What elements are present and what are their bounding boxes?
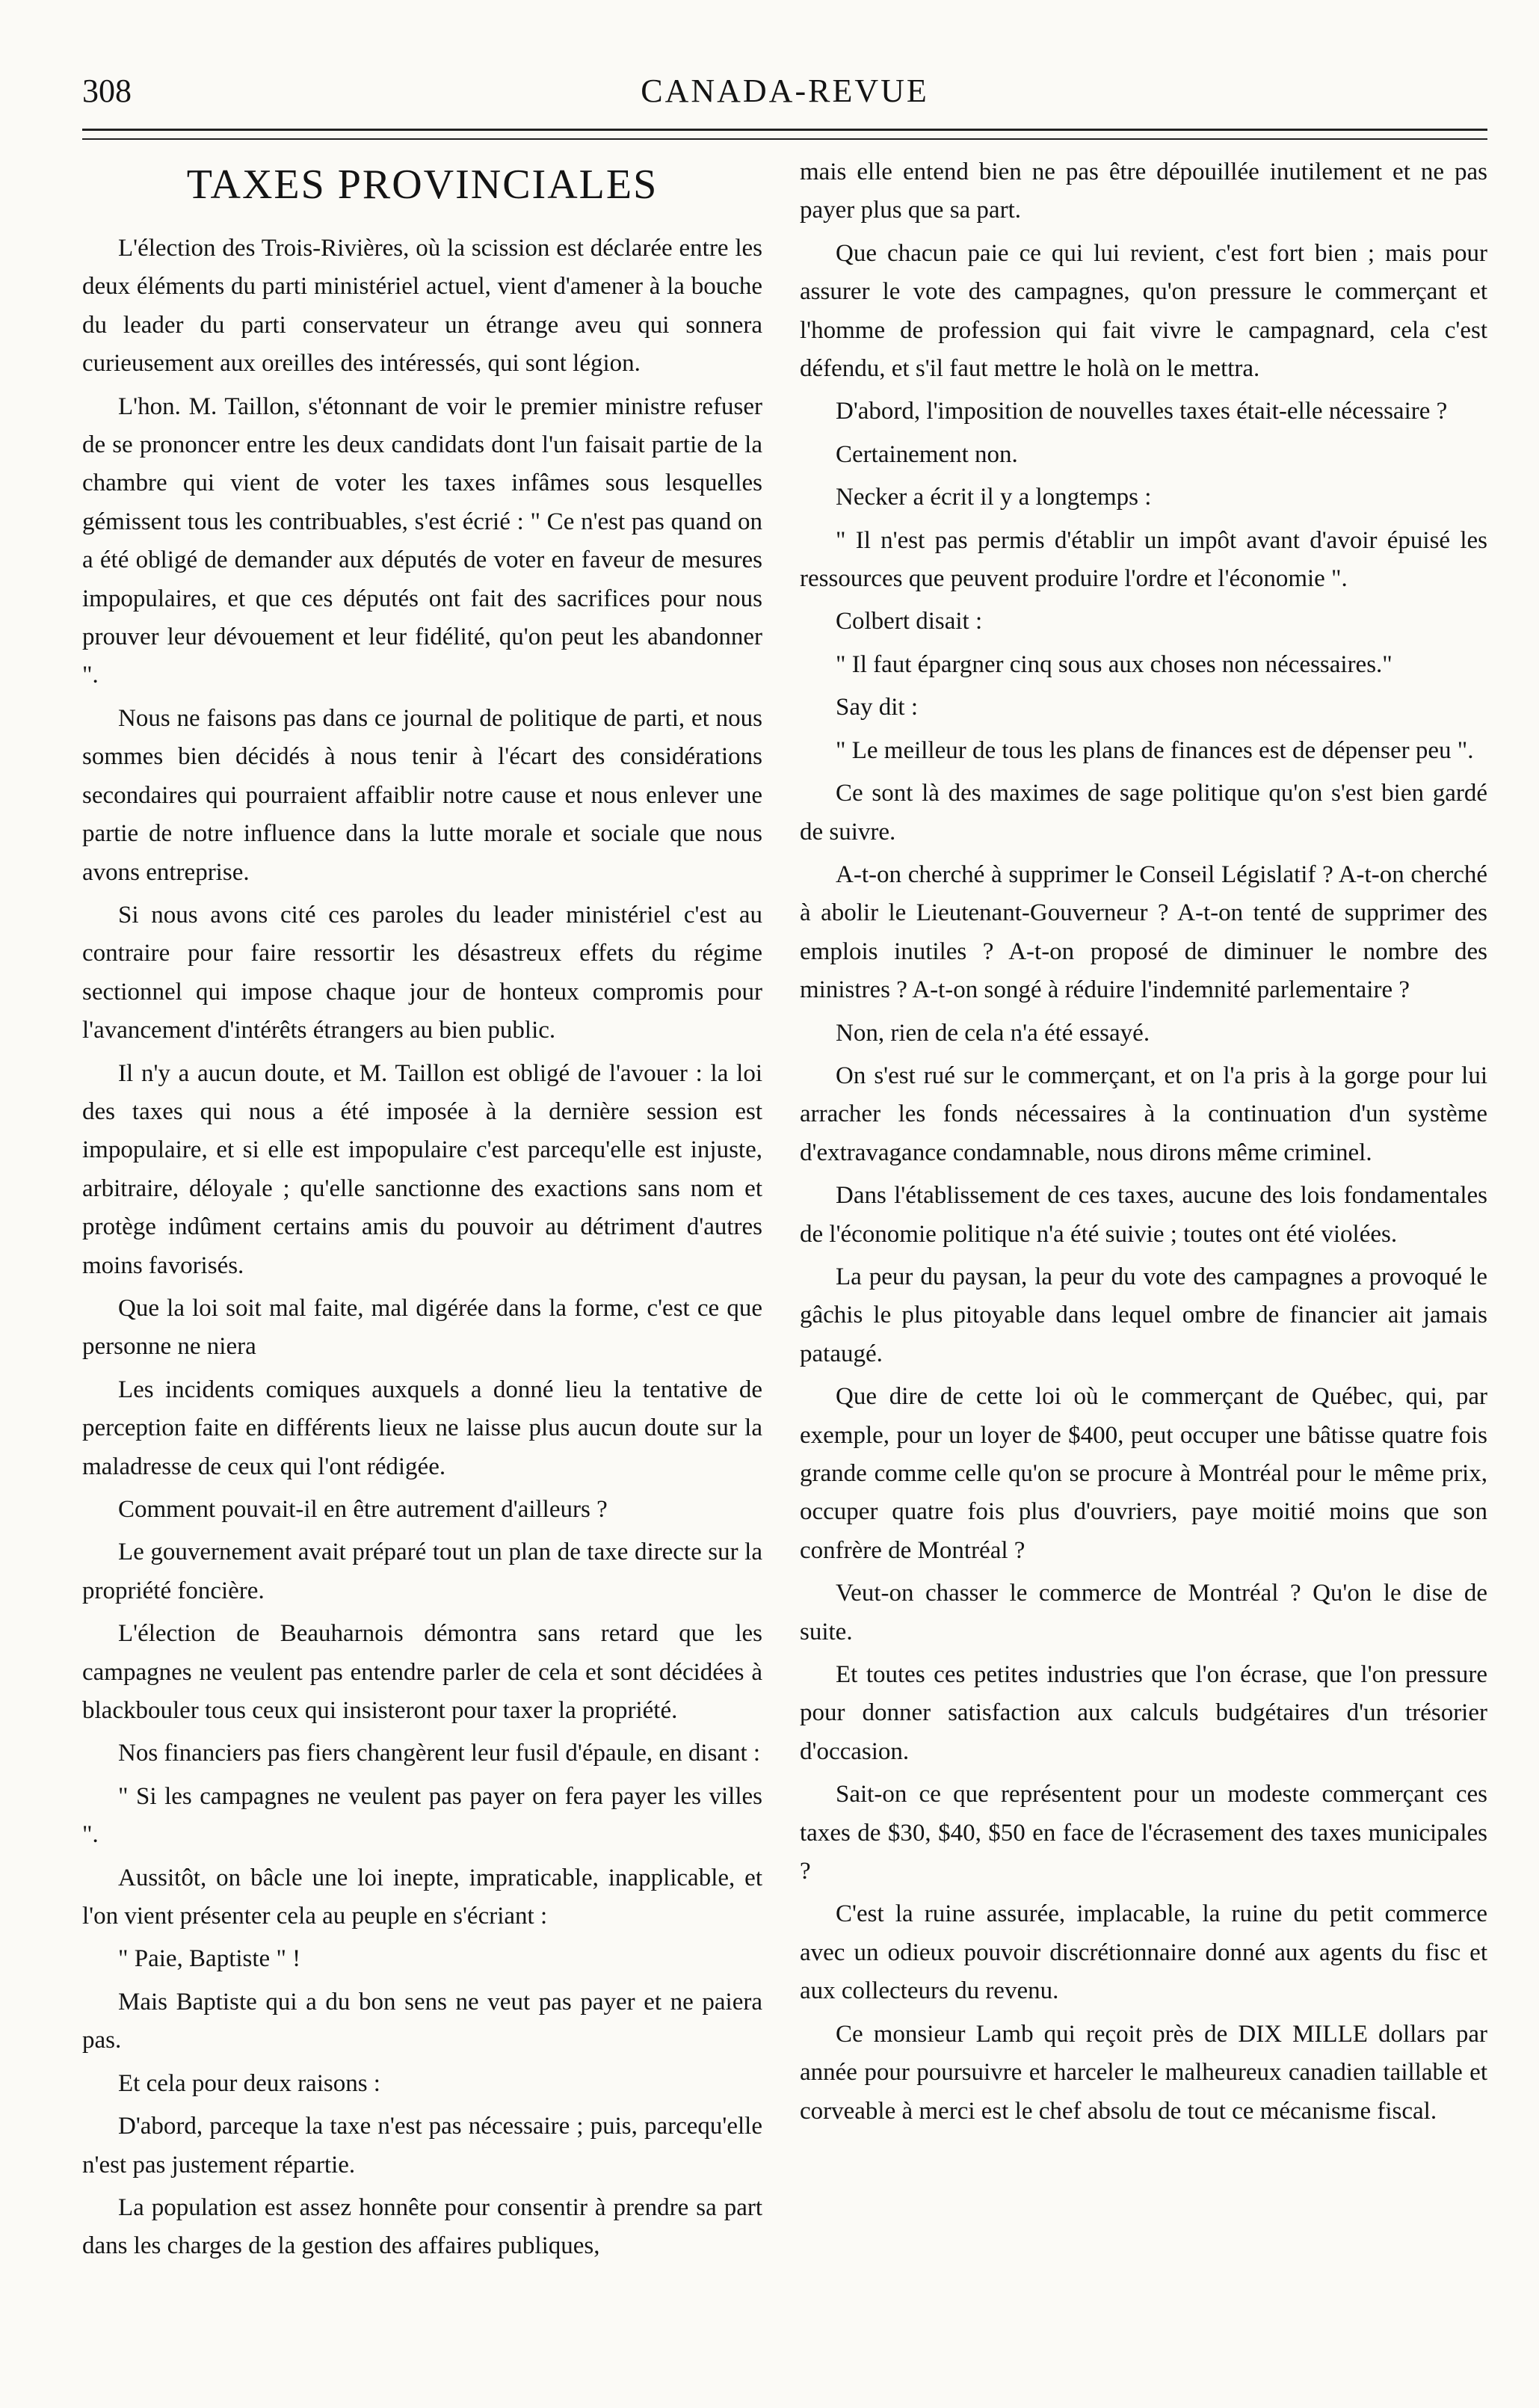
paragraph: Que dire de cette loi où le commerçant de Québec, qui, par exemple, pour un loyer de $400, peut occuper une bâtisse quatre fois grande comme celle qu'on se procure à Montréal pour le même prix, occuper quatre fois plus d'ouvriers, paye moitié moins que son confrère de Montréal ? xyxy=(800,1383,1487,1564)
paragraph: La population est assez honnête pour consentir à prendre sa part dans les charges de la gestion des affaires publiques, xyxy=(82,2193,762,2260)
right-paragraphs xyxy=(800,235,1487,2131)
header-rule xyxy=(82,129,1487,140)
paragraph: " Si les campagnes ne veulent pas payer on fera payer les villes ". xyxy=(82,1782,762,1849)
paragraph: D'abord, parceque la taxe n'est pas nécessaire ; puis, parcequ'elle n'est pas justement répartie. xyxy=(82,2113,762,2178)
paragraph: Que la loi soit mal faite, mal digérée dans la forme, c'est ce que personne ne niera xyxy=(82,1294,762,1361)
paragraph: D'abord, l'imposition de nouvelles taxes était-elle nécessaire ? xyxy=(836,398,1448,425)
running-head: CANADA-REVUE xyxy=(641,73,929,109)
article-title: TAXES PROVINCIALES xyxy=(186,161,659,208)
paragraph: " Le meilleur de tous les plans de finances est de dépenser peu ". xyxy=(836,736,1474,764)
paragraph: Necker a écrit il y a longtemps : xyxy=(836,484,1152,511)
paragraph: Mais Baptiste qui a du bon sens ne veut pas payer et ne paiera pas. xyxy=(82,1988,762,2054)
left-paragraphs xyxy=(82,230,762,2266)
page-header xyxy=(82,69,1487,114)
paragraph: " Paie, Baptiste " ! xyxy=(118,1945,301,1973)
paragraph: Aussitôt, on bâcle une loi inepte, impraticable, inapplicable, et l'on vient présenter cela au peuple en s'écriant : xyxy=(82,1864,762,1930)
paragraph: Et cela pour deux raisons : xyxy=(118,2069,380,2097)
paragraph: C'est la ruine assurée, implacable, la ruine du petit commerce avec un odieux pouvoir discrétionnaire donné aux agents du fisc et aux collecteurs du revenu. xyxy=(800,1900,1487,2005)
page-number: 308 xyxy=(82,73,132,109)
paragraph: Say dit : xyxy=(836,694,919,721)
paragraph: Ce sont là des maximes de sage politique qu'on s'est bien gardé de suivre. xyxy=(800,780,1487,846)
paragraph: Nous ne faisons pas dans ce journal de politique de parti, et nous sommes bien décidés à nous tenir à l'écart des considérations secondaires qui pourraient affaiblir notre cause et nous enlever une partie de notre influence dans la lutte morale et sociale que nous avons entreprise. xyxy=(82,704,762,886)
paragraph: Le gouvernement avait préparé tout un plan de taxe directe sur la propriété foncière. xyxy=(82,1539,762,1604)
paragraph: " Il faut épargner cinq sous aux choses non nécessaires." xyxy=(836,650,1392,678)
paragraph: L'élection de Beauharnois démontra sans retard que les campagnes ne veulent pas entendre parler de cela et sont décidées à blackbouler tous ceux qui insisteront pour taxer la propriété. xyxy=(82,1620,762,1725)
paragraph: Les incidents comiques auxquels a donné lieu la tentative de perception faite en différents lieux ne laisse plus aucun doute sur la maladresse de ceux qui l'ont rédigée. xyxy=(82,1376,762,1480)
paragraph: Non, rien de cela n'a été essayé. xyxy=(836,1019,1150,1047)
paragraph: Colbert disait : xyxy=(836,608,983,635)
paragraph: L'élection des Trois-Rivières, où la scission est déclarée entre les deux éléments du parti ministériel actuel, vient d'amener à la bouche du leader du parti conservateur un étrange aveu qui sonnera curieusement aux oreilles des intéressés, qui sont légion. xyxy=(82,235,762,378)
paragraph: A-t-on cherché à supprimer le Conseil Législatif ? A-t-on cherché à abolir le Lieutenant-Gouverneur ? A-t-on tenté de supprimer des emplois inutiles ? A-t-on proposé de diminuer le nombre des ministres ? A-t-on songé à réduire l'indemnité parlementaire ? xyxy=(800,860,1487,1004)
paragraph: La peur du paysan, la peur du vote des campagnes a provoqué le gâchis le plus pitoyable dans lequel ombre de financier ait jamais pataugé. xyxy=(800,1263,1487,1367)
paragraph: On s'est rué sur le commerçant, et on l'a pris à la gorge pour lui arracher les fonds nécessaires à la continuation d'un système d'extravagance condamnable, nous dirons même criminel. xyxy=(800,1062,1487,1166)
paragraph: Comment pouvait-il en être autrement d'ailleurs ? xyxy=(118,1496,608,1523)
paragraph: Sait-on ce que représentent pour un modeste commerçant ces taxes de $30, $40, $50 en face de l'écrasement des taxes municipales ? xyxy=(800,1781,1487,1885)
paragraph: Nos financiers pas fiers changèrent leur fusil d'épaule, en disant : xyxy=(118,1740,761,1767)
right-column xyxy=(800,153,1487,2135)
continued-paragraph: mais elle entend bien ne pas être dépouillée inutilement et ne pas payer plus que sa part. xyxy=(800,158,1487,224)
paragraph: " Il n'est pas permis d'établir un impôt avant d'avoir épuisé les ressources que peuvent produire l'ordre et l'économie ". xyxy=(800,526,1487,593)
paragraph: Que chacun paie ce qui lui revient, c'est fort bien ; mais pour assurer le vote des campagnes, qu'on pressure le commerçant et l'homme de profession qui fait vivre le campagnard, cela c'est défendu, et s'il faut mettre le holà on le mettra. xyxy=(800,239,1487,383)
paragraph: Et toutes ces petites industries que l'on écrase, que l'on pressure pour donner satisfaction aux calculs budgétaires d'un trésorier d'occasion. xyxy=(800,1661,1487,1765)
paragraph: Il n'y a aucun doute, et M. Taillon est obligé de l'avouer : la loi des taxes qui nous a été imposée à la dernière session est impopulaire, et si elle est impopulaire c'est parcequ'elle est injuste, arbitraire, déloyale ; qu'elle sanctionne des exactions sans nom et protège indûment certains amis du pouvoir au détriment d'autres moins favorisés. xyxy=(82,1059,762,1279)
paragraph: Ce monsieur Lamb qui reçoit près de DIX MILLE dollars par année pour poursuivre et harceler le malheureux canadien taillable et corveable à merci est le chef absolu de tout ce mécanisme fiscal. xyxy=(800,2020,1487,2125)
paragraph: Veut-on chasser le commerce de Montréal ? Qu'on le dise de suite. xyxy=(800,1580,1487,1645)
paragraph: Si nous avons cité ces paroles du leader ministériel c'est au contraire pour faire ressortir les désastreux effets du régime sectionnel qui impose chaque jour de honteux compromis pour l'avancement d'intérêts étrangers au bien public. xyxy=(82,901,762,1044)
paragraph: Dans l'établissement de ces taxes, aucune des lois fondamentales de l'économie politique n'a été suivie ; toutes ont été violées. xyxy=(800,1182,1487,1248)
paragraph: L'hon. M. Taillon, s'étonnant de voir le premier ministre refuser de se prononcer entre les deux candidats dont l'un faisait partie de la chambre qui vient de voter les taxes infâmes sous lesquelles gémissent tous les contribuables, s'est écrié : " Ce n'est pas quand on a été obligé de demander aux députés de voter en faveur de mesures impopulaires, et que ces députés ont fait des sacrifices pour nous prouver leur dévouement et leur fidélité, qu'on peut les abandonner ". xyxy=(82,392,762,689)
paragraph: Certainement non. xyxy=(836,440,1018,468)
left-column xyxy=(82,153,762,2270)
